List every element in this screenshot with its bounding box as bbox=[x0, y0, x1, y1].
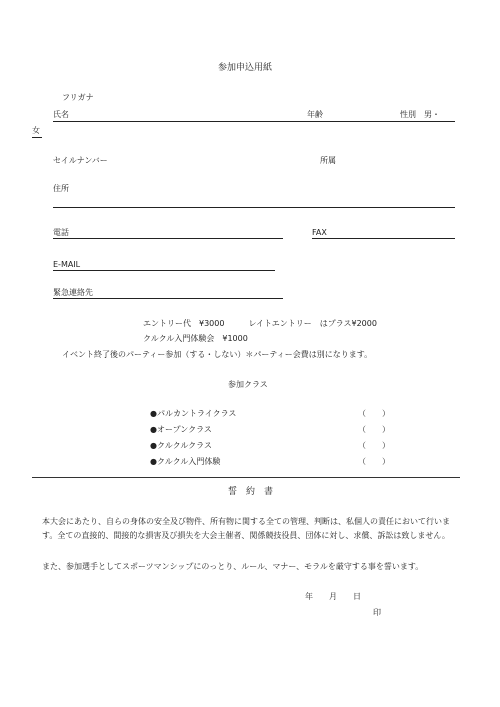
address-underline[interactable] bbox=[53, 207, 455, 208]
form-title: 参加申込用紙 bbox=[218, 63, 273, 73]
sail-number-label: セイルナンバー bbox=[53, 156, 108, 165]
emergency-contact-label: 緊急連絡先 bbox=[53, 288, 93, 297]
name-underline[interactable] bbox=[53, 121, 455, 122]
class-item-paruka-try: ●パルカントライクラス bbox=[150, 409, 237, 418]
class-paren-kurukuru-intro[interactable]: （ ） bbox=[358, 457, 390, 466]
email-underline[interactable] bbox=[53, 270, 275, 271]
age-label: 年齢 bbox=[307, 110, 323, 119]
fax-underline[interactable] bbox=[312, 238, 455, 239]
entry-fee-text: エントリー代 ¥3000 レイトエントリー はプラス¥2000 bbox=[143, 319, 377, 328]
affiliation-label: 所属 bbox=[320, 156, 336, 165]
fax-label: FAX bbox=[312, 228, 327, 237]
phone-label: 電話 bbox=[53, 228, 69, 237]
gender-label: 性別 男・ bbox=[400, 110, 440, 119]
contract-paragraph-2: また、参加選手としてスポーツマンシップにのっとり、ルール、マナー、モラルを厳守する事を誓います。 bbox=[42, 562, 424, 571]
class-item-open: ●オープンクラス bbox=[150, 425, 212, 434]
phone-underline[interactable] bbox=[53, 238, 283, 239]
class-item-kurukuru: ●クルクルクラス bbox=[150, 441, 212, 450]
gender-female-label: 女 bbox=[32, 126, 40, 135]
class-paren-open[interactable]: （ ） bbox=[358, 425, 390, 434]
class-paren-paruka-try[interactable]: （ ） bbox=[358, 409, 390, 418]
name-label: 氏名 bbox=[53, 110, 69, 119]
email-label: E-MAIL bbox=[53, 260, 81, 269]
intro-session-fee-text: クルクル入門体験会 ¥1000 bbox=[143, 334, 248, 343]
contract-heading: 誓 約 書 bbox=[228, 487, 274, 497]
gender-wrap-underline bbox=[32, 137, 42, 138]
section-divider bbox=[32, 477, 460, 478]
address-label: 住所 bbox=[53, 184, 69, 193]
contract-date: 年 月 日 bbox=[305, 592, 361, 601]
class-heading: 参加クラス bbox=[228, 380, 268, 389]
class-item-kurukuru-intro: ●クルクル入門体験 bbox=[150, 457, 221, 466]
furigana-label: フリガナ bbox=[62, 93, 94, 102]
contract-paragraph-1: 本大会にあたり、自らの身体の安全及び物件、所有物に関する全ての管理、判断は、私個人の責任において行います。全ての直接的、間接的な損害及び損失を大会主催者、関係競技役員、団体に対し、求償、訴訟は致しません。 bbox=[42, 517, 450, 540]
emergency-contact-underline[interactable] bbox=[53, 298, 283, 299]
seal-mark: 印 bbox=[373, 608, 381, 617]
party-participation-text: イベント終了後のパーティー参加（する・しない）＊パーティー会費は別になります。 bbox=[62, 350, 373, 359]
class-paren-kurukuru[interactable]: （ ） bbox=[358, 441, 390, 450]
